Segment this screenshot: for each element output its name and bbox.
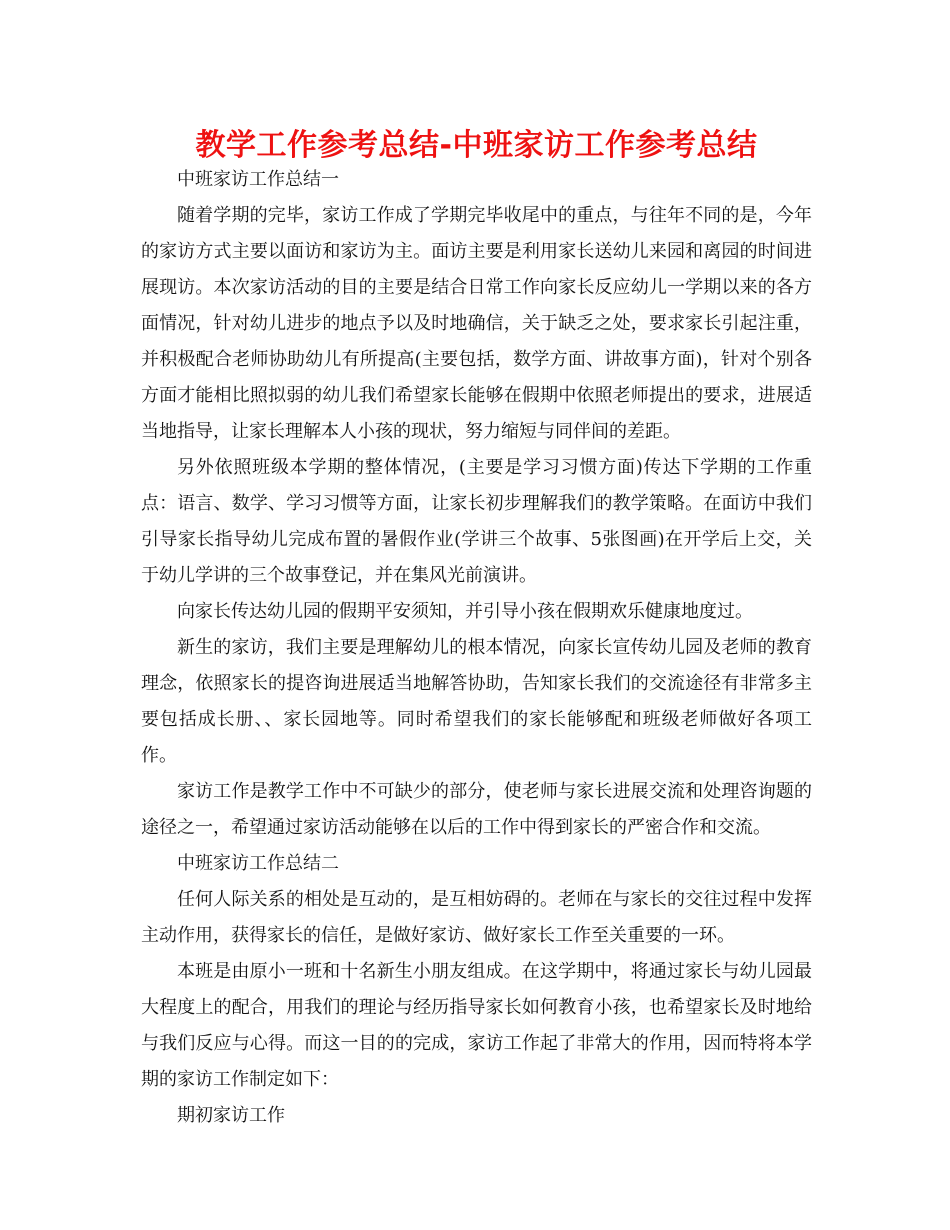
subsection-heading: 期初家访工作	[177, 1105, 285, 1126]
section-heading-1: 中班家访工作总结一	[177, 169, 339, 190]
document-body	[141, 162, 812, 1134]
document-title: 教学工作参考总结-中班家访工作参考总结	[195, 128, 758, 163]
paragraph: 家访工作是教学工作中不可缺少的部分，使老师与家长进展交流和处理咨询题的途径之一，希望通过家访活动能够在以后的工作中得到家长的严密合作和交流。	[141, 781, 812, 838]
paragraph: 向家长传达幼儿园的假期平安须知，并引导小孩在假期欢乐健康地度过。	[177, 601, 753, 622]
paragraph: 另外依照班级本学期的整体情况，(主要是学习习惯方面)传达下学期的工作重点：语言、数学、学习习惯等方面，让家长初步理解我们的教学策略。在面访中我们引导家长指导幼儿完成布置的暑假作业(学讲三个故事、5张图画)在开学后上交，关于幼儿学讲的三个故事登记，并在集风光前演讲。	[141, 457, 812, 586]
paragraph: 随着学期的完毕，家访工作成了学期完毕收尾中的重点，与往年不同的是，今年的家访方式主要以面访和家访为主。面访主要是利用家长送幼儿来园和离园的时间进展现访。本次家访活动的目的主要是结合日常工作向家长反应幼儿一学期以来的各方面情况，针对幼儿进步的地点予以及时地确信，关于缺乏之处，要求家长引起注重，并积极配合老师协助幼儿有所提高(主要包括，数学方面、讲故事方面)，针对个别各方面才能相比照拟弱的幼儿我们希望家长能够在假期中依照老师提出的要求，进展适当地指导，让家长理解本人小孩的现状，努力缩短与同伴间的差距。	[141, 205, 812, 442]
paragraph: 任何人际关系的相处是互动的，是互相妨碍的。老师在与家长的交往过程中发挥主动作用，获得家长的信任，是做好家访、做好家长工作至关重要的一环。	[141, 889, 812, 946]
paragraph: 新生的家访，我们主要是理解幼儿的根本情况，向家长宣传幼儿园及老师的教育理念，依照家长的提咨询进展适当地解答协助，告知家长我们的交流途径有非常多主要包括成长册、、家长园地等。同时希望我们的家长能够配和班级老师做好各项工作。	[141, 637, 812, 766]
section-heading-2: 中班家访工作总结二	[177, 853, 339, 874]
paragraph: 本班是由原小一班和十名新生小朋友组成。在这学期中，将通过家长与幼儿园最大程度上的配合，用我们的理论与经历指导家长如何教育小孩，也希望家长及时地给与我们反应与心得。而这一目的的完成，家访工作起了非常大的作用，因而特将本学期的家访工作制定如下：	[141, 961, 812, 1090]
